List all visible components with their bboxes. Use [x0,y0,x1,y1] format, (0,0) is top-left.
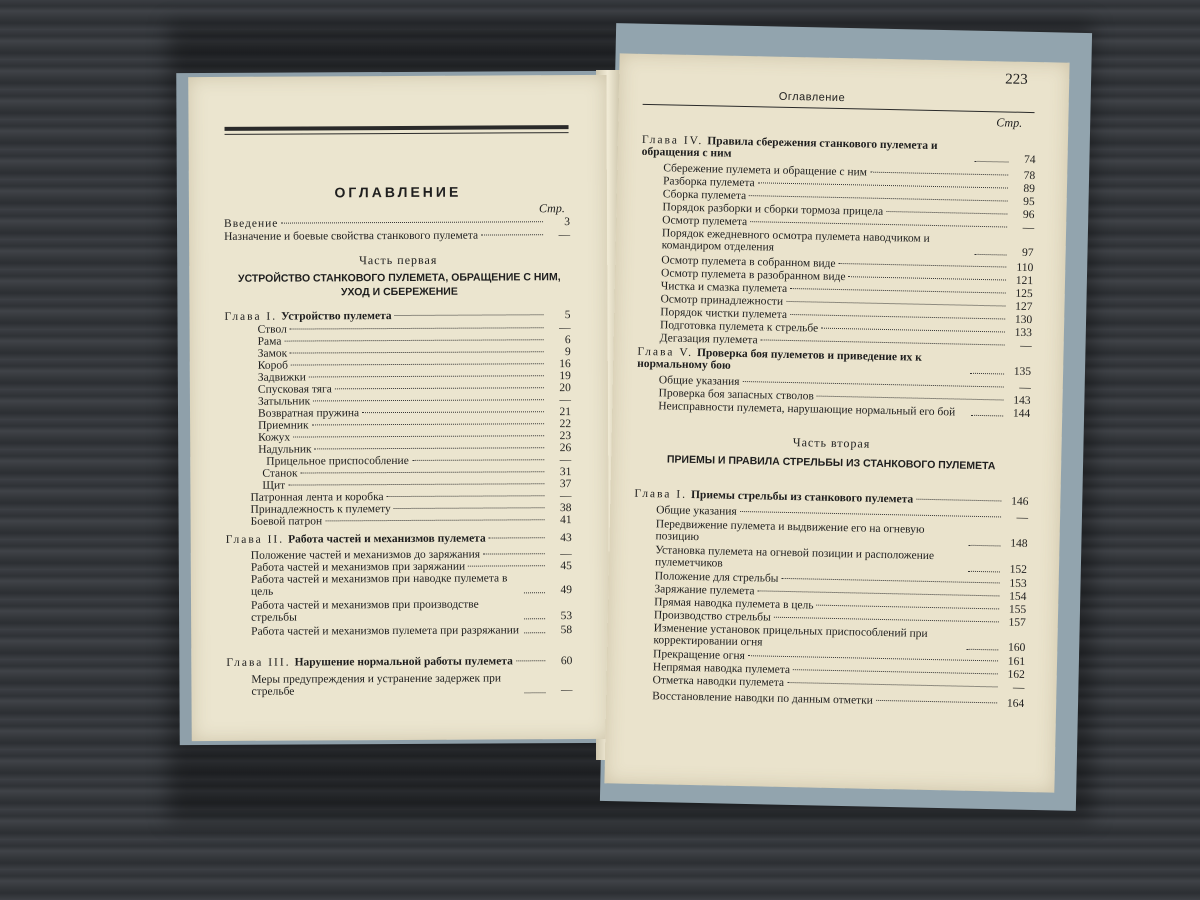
toc-entry-page: 53 [560,610,573,623]
toc-entry-title: Разборка пулемета [662,175,755,190]
chapter-label: Глава IV. [641,133,704,148]
toc-entry-page: 96 [1022,208,1035,222]
toc-entry-page: 157 [1008,616,1026,629]
toc-entry-page: — [1012,681,1025,694]
toc-entry-page: 148 [1010,537,1028,551]
toc-entry-title: Непрямая наводка пулемета [652,661,791,677]
toc-entry-page: 9 [564,346,571,359]
toc-entry-page: 160 [1007,641,1026,654]
toc-entry-title: Возвратная пружина [257,407,360,420]
toc-entry-title: Положение для стрельбы [654,570,779,585]
toc-entry-title: Общие указания [656,504,737,518]
toc-entry-page: 16 [559,358,571,371]
chapter-title: Приемы стрельбы из станкового пулемета [690,488,914,506]
part-one-label: Часть первая [359,252,438,268]
toc-entry-title: Отметка наводки пулемета [652,674,785,689]
toc-entry-title: Осмотр пулемета в разобранном виде [660,267,846,284]
toc-entry-page: 89 [1023,182,1036,196]
toc-entry-title: Щит [262,479,286,492]
toc-entry-page: 58 [560,624,573,637]
toc-entry-page: 161 [1007,655,1026,668]
chapter-title: Правила сбережения станкового пулемета и обращения с ним [641,135,938,160]
toc-entry-title: Прямая наводка пулемета в цель [654,596,814,612]
chapter-page: 60 [560,655,573,668]
toc-entry-title: Ствол [257,323,287,336]
chapter-page: 74 [1023,153,1036,167]
toc-entry-title: Рама [257,335,282,348]
chapter-label: Глава II. [225,533,285,546]
chapter-3-heading[interactable] [226,655,572,669]
toc-entry-title: Дегазация пулемета [659,332,758,347]
toc-entry-title: Сбережение пулемета и обращение с ним [663,162,868,179]
toc-entry-page: 26 [559,442,572,455]
toc-entry-page: 162 [1007,668,1025,681]
toc-entry-title: Порядок ежедневного осмотра пулемета наводчиком и командиром отделения [661,227,930,254]
chapter-label: Глава I. [634,487,688,501]
toc-entry-page: 130 [1014,313,1033,327]
toc-entry[interactable] [251,624,572,638]
running-head: Оглавление [778,90,846,105]
toc-entry-page: 37 [559,478,572,491]
toc-entry-title: Установка пулемета на огневой позиции и расположение пулеметчиков [654,544,935,570]
toc-title: ОГЛАВЛЕНИЕ [334,183,462,201]
left-page [188,75,609,741]
toc-entry-page: — [1019,381,1031,395]
chapter-2-heading[interactable] [226,532,572,546]
toc-entry-title: Чистка и смазка пулемета [660,280,788,295]
toc-entry-title: Задвижки [257,371,306,384]
toc-entry-title: Положение частей и механизмов до заряжания [250,548,481,562]
toc-entry-title: Приемник [258,419,309,432]
toc-entry-page: 6 [564,334,571,347]
toc-entry-title: Станок [262,467,298,480]
toc-entry-page: 41 [560,514,572,527]
toc-entry-title: Прекращение огня [652,648,745,663]
toc-entry-title: Передвижение пулемета и выдвижение его на огневую позицию [655,518,925,544]
chapter-page: 5 [564,309,571,322]
toc-entry-page: 22 [559,418,572,431]
page-number: 223 [1005,71,1028,88]
chapter-page: 146 [1011,495,1029,509]
header-rule [643,104,1035,113]
toc-entry-title: Сборка пулемета [662,188,747,203]
toc-entry-page: 152 [1009,563,1028,577]
toc-entry-title: Затыльник [257,395,311,408]
toc-entry-page: — [1016,511,1029,525]
toc-entry-title: Надульник [258,443,312,456]
toc-entry-intro[interactable] [224,216,570,230]
toc-entry-title: Подготовка пулемета к стрельбе [659,319,819,335]
toc-entry-title: Осмотр пулемета [662,214,748,229]
toc-entry-page: 3 [564,216,571,229]
chapter-page: 43 [560,532,572,545]
toc-entry[interactable] [251,598,572,624]
toc-entry-title: Боевой патрон [250,515,323,528]
chapter-1-heading[interactable] [224,309,570,323]
chapter-title: Проверка боя пулеметов и приведение их к нормальному бою [637,347,922,372]
toc-entry-title: Заряжание пулемета [654,583,755,598]
toc-entry-page: 78 [1023,169,1036,183]
toc-entry-title: Замок [257,347,288,360]
toc-entry-page: 23 [559,430,572,443]
toc-entry[interactable] [251,514,572,528]
chapter-title: Работа частей и механизмов пулемета [288,532,486,546]
toc-entry-title: Кожух [258,431,291,444]
toc-entry-page: 20 [559,382,571,395]
toc-entry[interactable] [652,690,1024,710]
toc-entry-title: Меры предупреждения и устранение задержек при стрельбе [251,672,502,698]
toc-entry-title: Прицельное приспособление [266,454,409,468]
toc-entry-page: — [559,394,571,407]
page-column-label: Стр. [538,201,565,216]
toc-entry-page: 155 [1008,603,1027,617]
toc-entry-title: Осмотр пулемета в собранном виде [661,254,836,270]
toc-entry-title: Спусковая тяга [257,383,332,396]
toc-entry-page: 21 [559,406,572,419]
chapter-label: Глава V. [637,345,694,359]
toc-entry-page: — [560,548,572,561]
right-page [604,53,1069,792]
toc-entry-title: Осмотр принадлежности [660,293,784,308]
toc-entry[interactable] [251,672,572,698]
toc-entry-page: 38 [559,502,572,515]
toc-entry-page: 154 [1009,590,1027,604]
toc-entry-page: 110 [1016,261,1034,275]
toc-entry-title: Порядок чистки пулемета [660,306,788,321]
toc-entry[interactable] [251,572,572,598]
toc-entry-title: Работа частей и механизмов при заряжании [250,560,466,574]
toc-entry-title: Производство стрельбы [653,609,771,624]
chapter-title: Нарушение нормальной работы пулемета [294,655,513,669]
toc-entry-page: 143 [1013,394,1031,408]
toc-entry-page: — [560,684,573,697]
toc-entry-page: — [1022,221,1035,235]
toc-entry-title: Патронная лента и коробка [250,491,384,504]
toc-entry-page: 31 [559,466,572,479]
page-column-label: Стр. [996,115,1023,130]
toc-entry-page: 164 [1006,697,1025,710]
chapter-title: Устройство пулемета [281,310,392,323]
toc-entry-page: — [1020,339,1032,353]
toc-entry-page: — [559,490,572,503]
toc-entry-page: 45 [560,560,572,573]
part-two-label: Часть вторая [792,435,871,451]
toc-entry-page: — [559,322,571,335]
toc-entry-page: 19 [559,370,571,383]
header-rule-thin [225,132,569,135]
toc-entry-title: Неисправности пулемета, нарушающие нормальный его бой [658,400,956,419]
toc-entry-title: Восстановление наводки по данным отметки [652,690,874,707]
part-one-title: УСТРОЙСТВО СТАНКОВОГО ПУЛЕМЕТА, ОБРАЩЕНИЕ С НИМ, УХОД И СБЕРЕЖЕНИЕ [237,271,561,299]
toc-entry-title: Введение [224,217,279,230]
toc-entry-page: 121 [1015,274,1034,288]
toc-entry-title: Общие указания [658,374,740,388]
chapter-label: Глава I. [224,310,278,323]
header-rule-thick [225,125,569,131]
toc-entry-title: Короб [257,359,289,372]
part-two-title: ПРИЕМЫ И ПРАВИЛА СТРЕЛЬБЫ ИЗ СТАНКОВОГО ПУЛЕМЕТА [666,453,996,473]
toc-entry-page: — [558,229,571,242]
toc-entry-title: Изменение установок прицельных приспособлений при корректировании огня [653,622,928,649]
toc-entry-page: 133 [1014,326,1033,340]
toc-entry-title: Назначение и боевые свойства станкового пулемета [224,229,479,243]
toc-entry-page: 153 [1009,577,1027,591]
chapter-4-heading[interactable] [642,134,1036,166]
chapter-page: 135 [1013,365,1032,379]
toc-entry-purpose[interactable] [224,229,570,243]
toc-entry-page: 49 [560,584,572,597]
toc-entry-title: Порядок разборки и сборки тормоза прицела [662,201,884,218]
toc-entry-page: 97 [1021,246,1034,260]
toc-entry-page: 144 [1012,407,1031,421]
toc-entry-page: 127 [1015,300,1033,314]
toc-entry-page: 125 [1015,287,1033,301]
toc-entry-page: — [559,454,572,467]
toc-entry-title: Работа частей и механизмов пулемета при разряжании [251,624,520,638]
toc-entry-title: Работа частей и механизмов при наводке пулемета в цель [250,572,508,598]
toc-entry-title: Проверка боя запасных стволов [658,387,815,403]
toc-entry-title: Работа частей и механизмов при производстве стрельбы [251,598,479,624]
toc-entry-title: Принадлежность к пулемету [250,503,391,516]
toc-entry-page: 95 [1023,195,1035,209]
chapter-label: Глава III. [226,656,291,669]
